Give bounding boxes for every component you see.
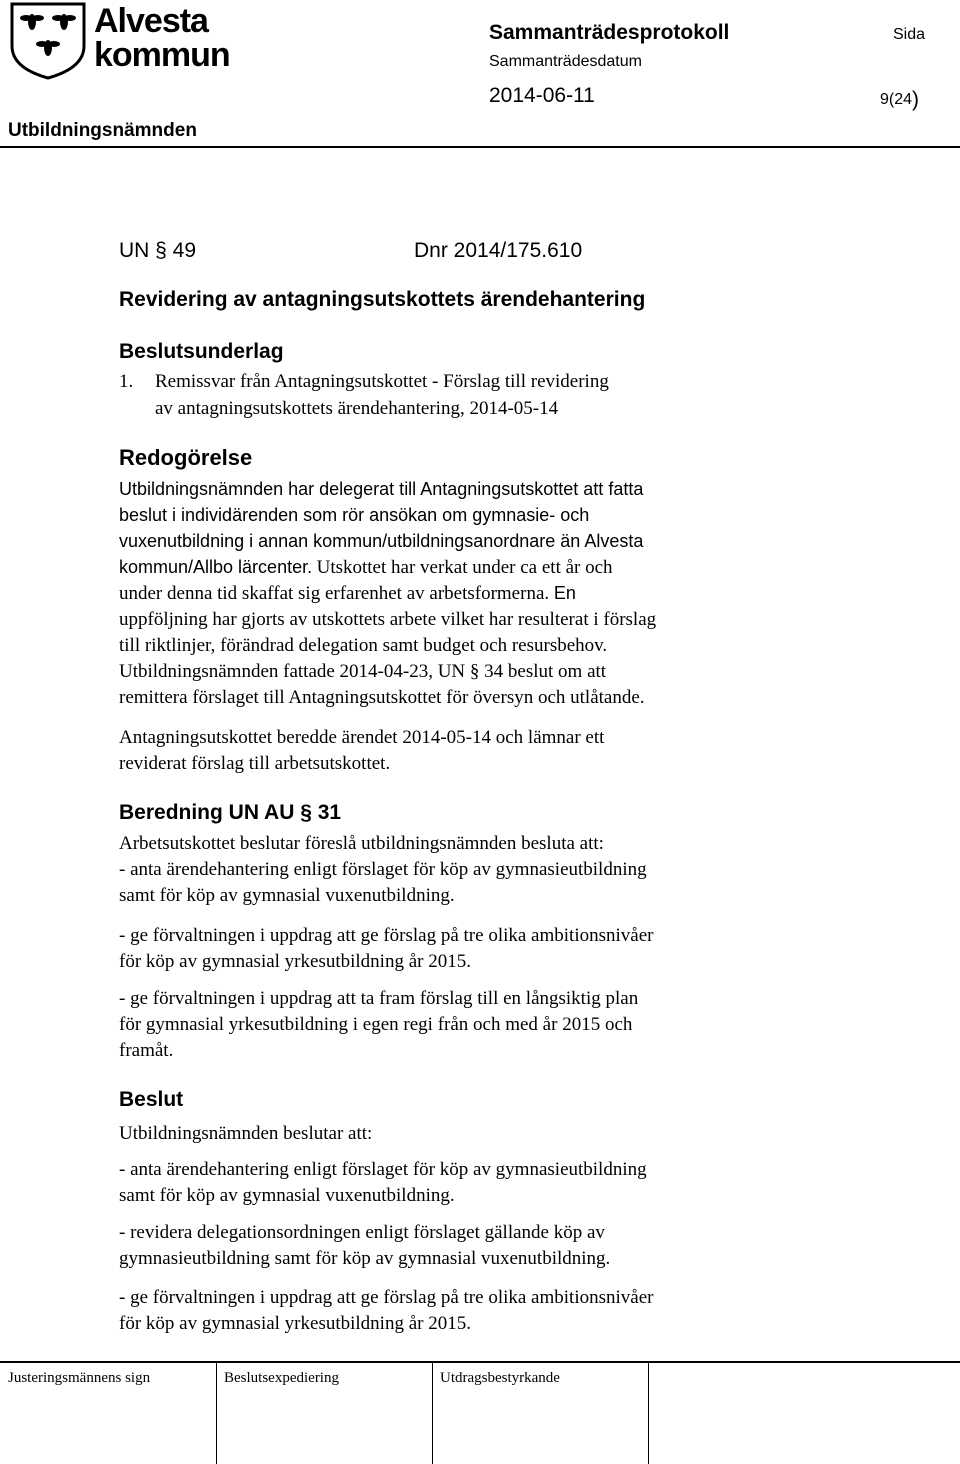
header-divider (0, 146, 960, 148)
redogorelse-line-4 (119, 557, 613, 579)
case-number: UN § 49 (119, 239, 197, 262)
logo-text-kommun: kommun (94, 36, 230, 74)
section-heading-beslut: Beslut (119, 1088, 184, 1111)
redogorelse-line-6: uppföljning har gjorts av utskottets arbete vilket har resulterat i förslag (119, 609, 657, 630)
beredning-item-3-line-3: framåt. (119, 1040, 174, 1061)
redogorelse-para2-line-1: Antagningsutskottet beredde ärendet 2014-05-14 och lämnar ett (119, 727, 605, 748)
beslut-item-3-line-1: - ge förvaltningen i uppdrag att ge förslag på tre olika ambitionsnivåer (119, 1287, 654, 1308)
footer-column-divider-3 (648, 1361, 649, 1464)
redogorelse-line-4-sans: kommun/Allbo lärcenter. (119, 557, 313, 577)
footer-label-expediering: Beslutsexpediering (224, 1370, 339, 1386)
beslut-item-1-line-1: - anta ärendehantering enligt förslaget för köp av gymnasieutbildning (119, 1159, 647, 1180)
footer-label-utdrag: Utdragsbestyrkande (440, 1370, 560, 1386)
redogorelse-line-1: Utbildningsnämnden har delegerat till Antagningsutskottet att fatta (119, 479, 644, 499)
municipality-logo (8, 2, 240, 80)
logo-text-alvesta: Alvesta (94, 2, 208, 40)
page-current: 9 (880, 91, 889, 108)
footer-column-divider-1 (216, 1361, 217, 1464)
redogorelse-line-7: till riktlinjer, förändrad delegation samt budget och resursbehov. (119, 635, 608, 656)
footer-column-divider-2 (432, 1361, 433, 1464)
beredning-item-3-line-2: för gymnasial yrkesutbildning i egen regi från och med år 2015 och (119, 1014, 633, 1035)
beslut-item-2-line-1: - revidera delegationsordningen enligt förslaget gällande köp av (119, 1222, 605, 1243)
section-heading-redogorelse: Redogörelse (119, 445, 253, 470)
redogorelse-line-2: beslut i individärenden som rör ansökan om gymnasie- och (119, 505, 590, 525)
organization-name: Utbildningsnämnden (8, 120, 197, 141)
beslut-item-1-line-2: samt för köp av gymnasial vuxenutbildning. (119, 1185, 455, 1206)
section-heading-beslutsunderlag: Beslutsunderlag (119, 340, 284, 363)
meeting-date: 2014-06-11 (489, 84, 595, 107)
beredning-intro: Arbetsutskottet beslutar föreslå utbildningsnämnden besluta att: (119, 833, 604, 854)
underlag-line-2: av antagningsutskottets ärendehantering, 2014-05-14 (155, 398, 559, 419)
redogorelse-line-5 (119, 583, 576, 605)
date-label: Sammanträdesdatum (489, 53, 642, 70)
page-label: Sida (893, 26, 926, 43)
redogorelse-para2-line-2: reviderat förslag till arbetsutskottet. (119, 753, 391, 774)
case-title: Revidering av antagningsutskottets ärendehantering (119, 288, 646, 311)
document-type: Sammanträdesprotokoll (489, 21, 730, 44)
underlag-line-1: Remissvar från Antagningsutskottet - Förslag till revidering (155, 371, 609, 392)
beslut-intro: Utbildningsnämnden beslutar att: (119, 1123, 373, 1144)
redogorelse-line-4-serif: Utskottet har verkat under ca ett år och (316, 557, 613, 578)
list-item-number: 1. (119, 371, 134, 392)
redogorelse-line-8: Utbildningsnämnden fattade 2014-04-23, UN § 34 beslut om att (119, 661, 607, 682)
beslut-item-3-line-2: för köp av gymnasial yrkesutbildning år 2015. (119, 1313, 471, 1334)
redogorelse-line-9: remittera förslaget till Antagningsutskottet för översyn och utlåtande. (119, 687, 645, 708)
beredning-item-1-line-1: - anta ärendehantering enligt förslaget för köp av gymnasieutbildning (119, 859, 647, 880)
beredning-item-2-line-1: - ge förvaltningen i uppdrag att ge förslag på tre olika ambitionsnivåer (119, 925, 654, 946)
footer-divider (0, 1361, 960, 1363)
case-dnr: Dnr 2014/175.610 (414, 239, 583, 262)
beslut-item-2-line-2: gymnasieutbildning samt för köp av gymnasial vuxenutbildning. (119, 1248, 611, 1269)
footer-label-justering: Justeringsmännens sign (8, 1370, 151, 1386)
page-close-paren: ) (912, 88, 920, 111)
beredning-item-3-line-1: - ge förvaltningen i uppdrag att ta fram förslag till en långsiktig plan (119, 988, 639, 1009)
redogorelse-en: En (553, 583, 576, 603)
beredning-item-2-line-2: för köp av gymnasial yrkesutbildning år 2015. (119, 951, 471, 972)
beredning-item-1-line-2: samt för köp av gymnasial vuxenutbildning. (119, 885, 455, 906)
redogorelse-line-3: vuxenutbildning i annan kommun/utbildningsanordnare än Alvesta (119, 531, 644, 551)
page-number (880, 88, 919, 112)
section-heading-beredning: Beredning UN AU § 31 (119, 801, 342, 824)
page-total: (24 (888, 91, 913, 108)
redogorelse-line-5-text: under denna tid skaffat sig erfarenhet av arbetsformerna. (119, 583, 550, 604)
